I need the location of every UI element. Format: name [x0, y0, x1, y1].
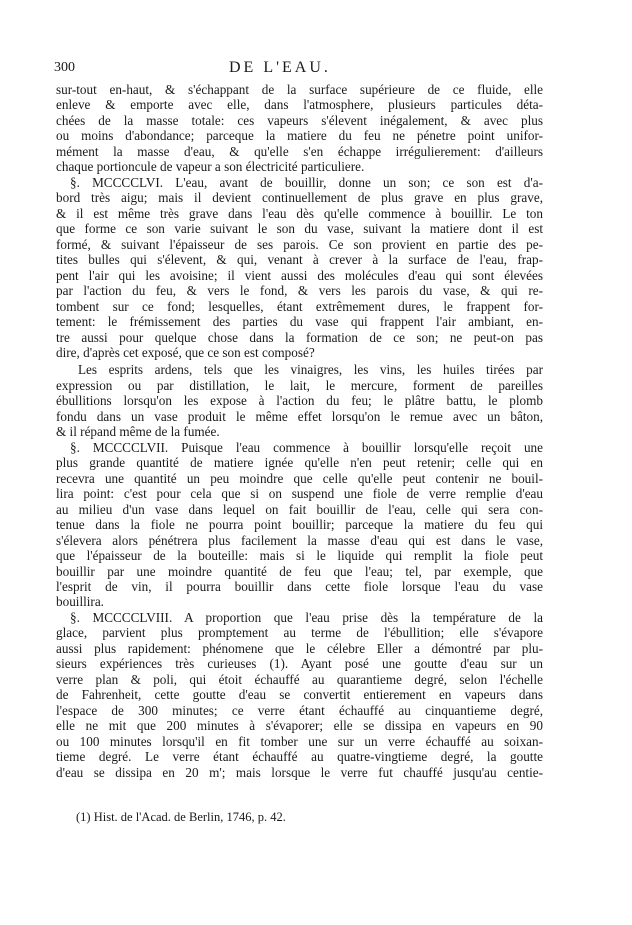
text-line: verre plan & poli, qui étoit échauffé au quarantieme degré, selon l'échelle	[56, 671, 543, 687]
footnote: (1) Hist. de l'Acad. de Berlin, 1746, p. 42.	[76, 810, 286, 824]
text-line: & il répand même de la fumée.	[56, 424, 220, 440]
text-line: sur-tout en-haut, & s'échappant de la surface supérieure de ce fluide, elle	[56, 82, 543, 97]
text-line: & il est même très grave dans l'eau dès qu'elle commence à bouillir. Le ton	[56, 205, 543, 221]
text-line: tieme degré. Le verre étant échauffé au quatre-vingtieme degré, la goutte	[56, 749, 543, 765]
text-line: enleve & emporte avec elle, dans l'atmosphere, plusieurs particules déta-	[56, 97, 543, 113]
page-header	[54, 60, 542, 78]
text-line: tombent sur ce fond; lesquelles, étant extrêmement dures, le frappent for-	[56, 298, 543, 314]
text-line: glace, parvient plus promptement au terme de l'ébullition; elle s'évapore	[56, 625, 543, 641]
running-title: DE L'EAU.	[229, 59, 331, 76]
text-line: chaque portioncule de vapeur a son électricité particuliere.	[56, 159, 365, 175]
text-line: bord très aigu; mais il devient continuellement de plus grave en plus grave,	[56, 190, 543, 206]
text-line: mément la masse d'eau, & qu'elle s'en échappe irrégulierement: d'ailleurs	[56, 143, 543, 159]
text-line: dire, d'après cet exposé, que ce son est composé?	[56, 344, 315, 360]
text-line: tenue dans la fiole ne pourra point bouillir; parceque la matiere du feu qui	[56, 517, 543, 533]
text-line: ébullitions lorsqu'on les expose à l'action du feu; le plâtre battu, le plomb	[56, 393, 543, 409]
text-line: elle ne mit que 200 minutes à s'évaporer; elle se dissipa en vapeurs en 90	[56, 718, 543, 734]
text-line: pent l'air qui les avoisine; il vient aussi des molécules d'eau qui sont élevées	[56, 267, 543, 283]
text-line: de Fahrenheit, cette goutte d'eau se convertit entierement en vapeurs dans	[56, 687, 543, 703]
paragraph-1457-start: §. MCCCCLVII. Puisque l'eau commence à bouillir lorsqu'elle reçoit une	[70, 439, 543, 455]
paragraph-1456-start: §. MCCCCLVI. L'eau, avant de bouillir, donne un son; ce son est d'a-	[70, 174, 543, 190]
text-line: tites bulles qui s'élevent, & qui, venant à crever à la surface de l'eau, frap-	[56, 252, 543, 268]
text-line: plus grande quantité de matiere ignée qu'elle n'en peut retenir; celle qui en	[56, 455, 543, 471]
text-line: l'espace de 300 minutes; ce verre étant échauffé au cinquantieme degré,	[56, 702, 543, 718]
text-line: que forme ce son varie suivant le son du vase, suivant la matiere dont il est	[56, 221, 543, 237]
text-line: s'élevera alors pénétrera plus facilement la masse d'eau qui est dans le vase,	[56, 532, 543, 548]
text-line: par l'action du feu, & vers le fond, & vers les parois du vase, & qui re-	[56, 283, 543, 299]
text-line: tre aussi pour quelque chose dans la formation de ce son; ne peut-on pas	[56, 329, 543, 345]
text-line: lira point: c'est pour cela que si on suspend une fiole de verre remplie d'eau	[56, 486, 543, 502]
paragraph-1458-start: §. MCCCCLVIII. A proportion que l'eau prise dès la température de la	[70, 609, 543, 625]
page-number: 300	[54, 60, 75, 75]
text-line: fondu dans un vase produit le même effet lorsqu'on le remue avec un bâton,	[56, 408, 543, 424]
text-line: ou 100 minutes lorsqu'il en fit tomber une sur un verre échauffé au soixan-	[56, 733, 543, 749]
text-line: bouillira.	[56, 594, 104, 610]
text-line: recevra une quantité un peu moindre que celle qu'elle peut contenir ne bouil-	[56, 470, 543, 486]
text-line: d'eau se dissipa en 20 m'; mais lorsque le verre fut chauffé jusqu'au centie-	[56, 764, 543, 780]
text-line: au milieu d'un vase dans lequel on fait bouillir de l'eau, celle qui sera con-	[56, 501, 543, 517]
text-line: tement: le frémissement des parties du vase qui frappent l'air ambiant, en-	[56, 314, 543, 330]
text-line: que l'épaisseur de la bouteille: mais si le liquide qui remplit la fiole peut	[56, 548, 543, 564]
text-line: sieurs expériences très curieuses (1). Ayant posé une goutte d'eau sur un	[56, 656, 543, 672]
paragraph-esprits-start: Les esprits ardens, tels que les vinaigres, les vins, les huiles tirées par	[78, 362, 543, 378]
text-line: formé, & suivant l'épaisseur de ses parois. Ce son provient en partie des pe-	[56, 236, 543, 252]
text-line: chées de la masse totale: ces vapeurs s'élevent inégalement, & avec plus	[56, 112, 543, 128]
text-line: bouillir par une moindre quantité de feu que l'eau; tel, par exemple, que	[56, 563, 543, 579]
text-line: ou moins d'abondance; parceque la matiere du feu ne pénetre point unifor-	[56, 128, 543, 144]
text-line: expression ou par distillation, le lait, le mercure, forment de pareilles	[56, 377, 543, 393]
text-line: l'esprit de vin, il pourra bouillir dans cette fiole lorsque l'eau du vase	[56, 579, 543, 594]
text-line: aussi plus rapidement: phénomene que le célebre Eller a démontré par plu-	[56, 640, 543, 656]
body-text	[56, 82, 543, 780]
